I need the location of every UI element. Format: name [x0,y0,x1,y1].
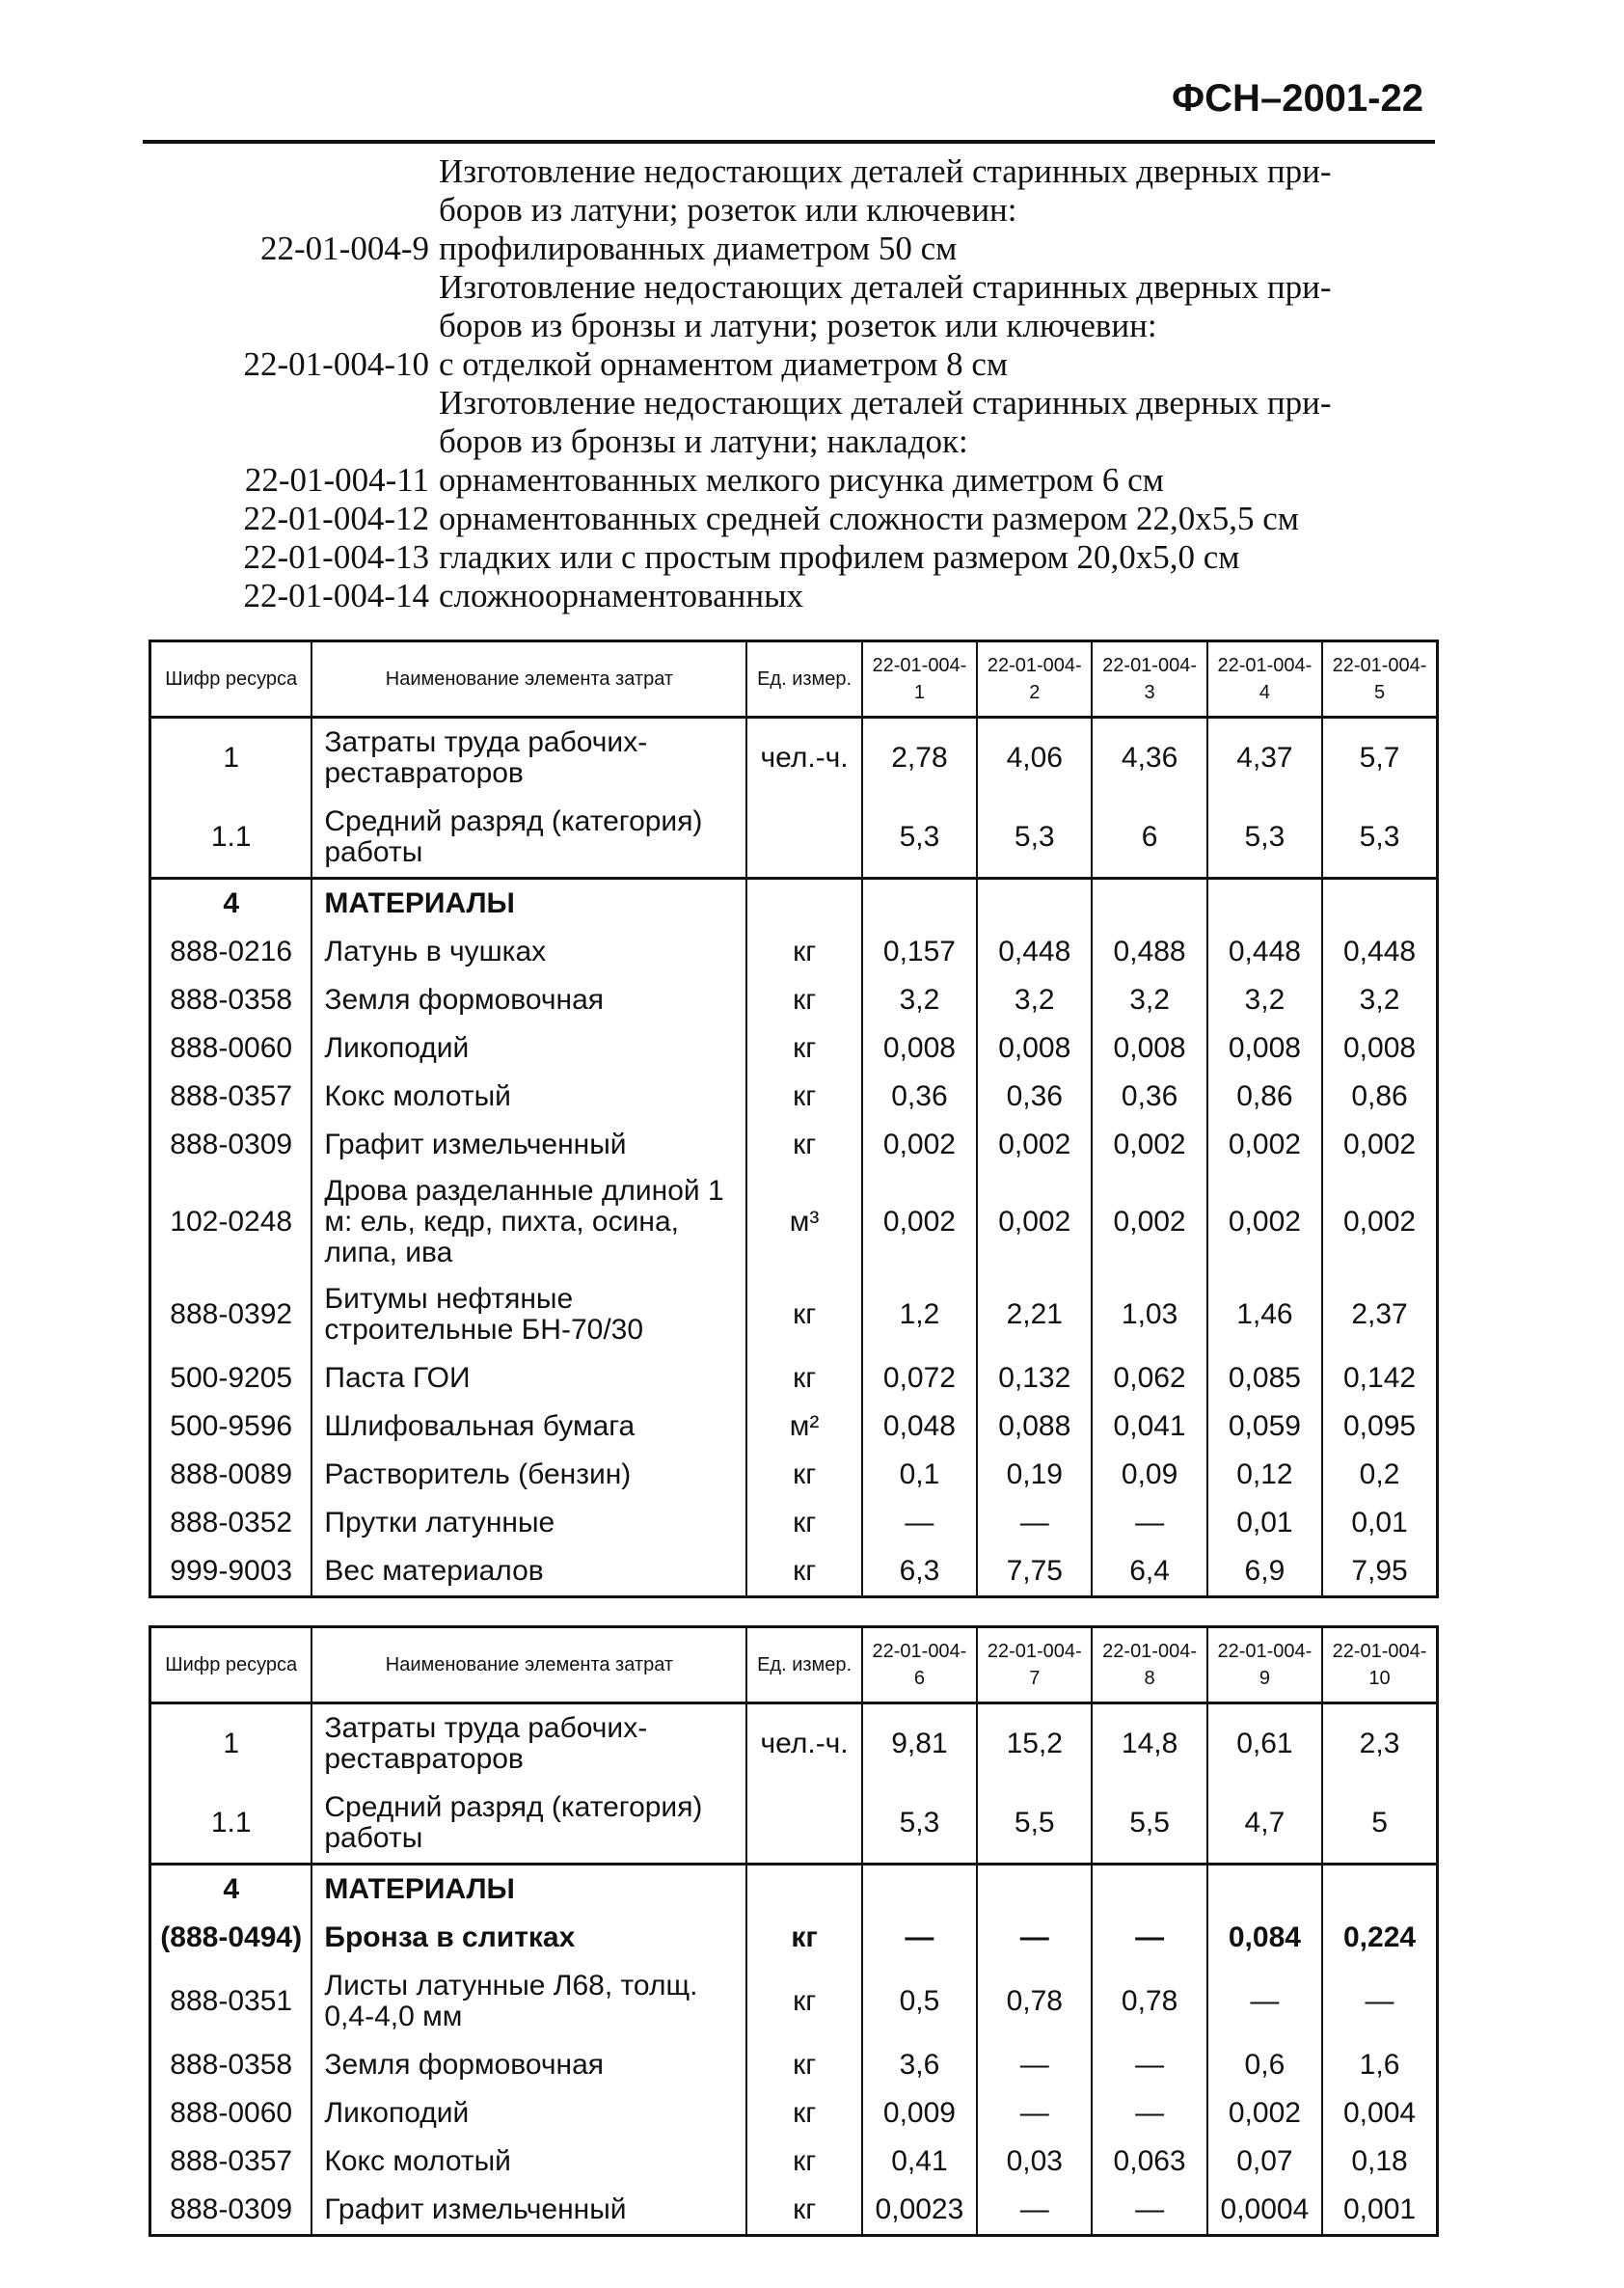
value-cell: — [862,1914,977,1962]
value-cell: — [1092,2041,1206,2089]
value-cell: 6 [1092,798,1206,879]
value-cell: 4,06 [977,718,1092,799]
table-header-row [150,641,1438,718]
element-name-cell: Шлифовальная бумага [311,1403,746,1451]
value-cell: 0,448 [1207,928,1322,976]
table-row [150,1914,1438,1962]
value-cell: 0,002 [1207,1169,1322,1275]
description-line [198,577,1442,615]
value-cell: 0,002 [1207,1121,1322,1169]
unit-cell: чел.-ч. [746,1703,861,1784]
value-cell: 0,002 [1207,2089,1322,2138]
work-title: с отделкой орнаментом диаметром 8 см [439,345,1009,383]
value-cell: 4,37 [1207,718,1322,799]
work-code [198,191,439,230]
table-row [150,1865,1438,1915]
unit-cell: кг [746,976,861,1024]
value-cell: 0,09 [1092,1451,1206,1499]
value-cell: 3,2 [1322,976,1437,1024]
value-cell: 0,18 [1322,2138,1437,2186]
description-line [198,538,1442,577]
header-norm-code: 22-01-004-7 [977,1627,1092,1703]
work-code: 22-01-004-11 [244,461,429,499]
resource-code-cell: 888-0216 [150,928,312,976]
work-code [198,422,439,461]
value-cell: 0,448 [977,928,1092,976]
table-row [150,718,1438,799]
value-cell: 3,2 [1207,976,1322,1024]
unit-cell: м² [746,1403,861,1451]
value-cell: 0,78 [1092,1962,1206,2041]
work-title: боров из бронзы и латуни; накладок: [439,422,968,460]
header-norm-code: 22-01-004-10 [1322,1627,1437,1703]
table-row [150,1403,1438,1451]
value-cell: 0,142 [1322,1354,1437,1403]
value-cell: 0,072 [862,1354,977,1403]
value-cell: 0,01 [1207,1499,1322,1547]
work-code: 22-01-004-12 [243,500,429,537]
value-cell [977,1865,1092,1915]
value-cell: 0,36 [977,1073,1092,1121]
value-cell: 0,224 [1322,1914,1437,1962]
resource-code-cell: 888-0392 [150,1275,312,1354]
value-cell: 0,004 [1322,2089,1437,2138]
element-name-cell: Листы латунные Л68, толщ. 0,4-4,0 мм [311,1962,746,2041]
table-row [150,2186,1438,2236]
unit-cell: кг [746,1451,861,1499]
table-row [150,1169,1438,1275]
header-resource-code: Шифр ресурса [150,1627,312,1703]
element-name-cell: Средний разряд (категория) работы [311,798,746,879]
value-cell: 0,78 [977,1962,1092,2041]
value-cell: 0,0004 [1207,2186,1322,2236]
value-cell: 0,048 [862,1403,977,1451]
table-row [150,1499,1438,1547]
value-cell: 0,488 [1092,928,1206,976]
value-cell: — [977,2041,1092,2089]
description-line [198,152,1442,191]
value-cell: 5,5 [977,1784,1092,1865]
value-cell: 2,37 [1322,1275,1437,1354]
header-element-name: Наименование элемента затрат [311,1627,746,1703]
value-cell: 5,3 [862,1784,977,1865]
description-line [198,461,1442,500]
header-norm-code: 22-01-004-4 [1207,641,1322,718]
value-cell: 0,002 [1092,1169,1206,1275]
element-name-cell: Латунь в чушках [311,928,746,976]
value-cell: 0,002 [977,1121,1092,1169]
resource-code-cell: 1.1 [150,798,312,879]
work-title: Изготовление недостающих деталей старинных дверных при- [439,152,1332,190]
value-cell: 0,002 [862,1121,977,1169]
value-cell: 9,81 [862,1703,977,1784]
description-line [198,500,1442,538]
element-name-cell: Паста ГОИ [311,1354,746,1403]
resource-code-cell: 888-0089 [150,1451,312,1499]
value-cell: 5,3 [1322,798,1437,879]
table-row [150,1354,1438,1403]
work-code: 22-01-004-10 [243,345,429,383]
value-cell: 2,78 [862,718,977,799]
resource-code-cell: 1.1 [150,1784,312,1865]
header-norm-code: 22-01-004-5 [1322,641,1437,718]
value-cell: — [1322,1962,1437,2041]
value-cell: 0,86 [1207,1073,1322,1121]
resource-code-cell: 500-9596 [150,1403,312,1451]
value-cell: 0,86 [1322,1073,1437,1121]
work-title: гладких или с простым профилем размером 20,0х5,0 см [439,538,1240,576]
unit-cell: кг [746,1914,861,1962]
header-norm-code: 22-01-004-2 [977,641,1092,718]
work-title: профилированных диаметром 50 см [439,230,958,267]
value-cell: 0,6 [1207,2041,1322,2089]
unit-cell: кг [746,1073,861,1121]
value-cell: 0,062 [1092,1354,1206,1403]
value-cell: 0,41 [862,2138,977,2186]
resource-code-cell: 888-0309 [150,1121,312,1169]
value-cell: 6,3 [862,1547,977,1597]
description-line [198,230,1442,268]
description-line [198,307,1442,345]
value-cell: 3,2 [862,976,977,1024]
work-code [198,152,439,191]
value-cell [1092,1865,1206,1915]
element-name-cell: Средний разряд (категория) работы [311,1784,746,1865]
resource-code-cell: 1 [150,718,312,799]
unit-cell [746,1865,861,1915]
value-cell [1322,1865,1437,1915]
work-title: боров из латуни; розеток или ключевин: [439,191,1017,229]
value-cell: — [977,2089,1092,2138]
value-cell: 1,2 [862,1275,977,1354]
resource-code-cell: (888-0494) [150,1914,312,1962]
element-name-cell: Бронза в слитках [311,1914,746,1962]
value-cell [977,879,1092,929]
element-name-cell: Ликоподий [311,1024,746,1073]
element-name-cell: МАТЕРИАЛЫ [311,879,746,929]
norms-table-1 [149,640,1439,1598]
value-cell: 5,3 [977,798,1092,879]
description-line [198,268,1442,307]
value-cell: 0,01 [1322,1499,1437,1547]
value-cell: — [1092,1499,1206,1547]
value-cell: 0,041 [1092,1403,1206,1451]
value-cell: — [1092,2089,1206,2138]
element-name-cell: Дрова разделанные длиной 1 м: ель, кедр, пихта, осина, липа, ива [311,1169,746,1275]
header-norm-code: 22-01-004-6 [862,1627,977,1703]
unit-cell: чел.-ч. [746,718,861,799]
resource-code-cell: 888-0352 [150,1499,312,1547]
table-row [150,1275,1438,1354]
unit-cell: кг [746,1499,861,1547]
value-cell [1322,879,1437,929]
unit-cell [746,879,861,929]
value-cell: 0,009 [862,2089,977,2138]
value-cell: 0,008 [1322,1024,1437,1073]
value-cell: 0,088 [977,1403,1092,1451]
table-row [150,976,1438,1024]
value-cell: 0,008 [977,1024,1092,1073]
value-cell: 0,448 [1322,928,1437,976]
work-code: 22-01-004-13 [243,538,429,576]
table-row [150,1451,1438,1499]
header-norm-code: 22-01-004-3 [1092,641,1206,718]
value-cell: — [977,1499,1092,1547]
element-name-cell: Кокс молотый [311,2138,746,2186]
value-cell: — [1092,1914,1206,1962]
resource-code-cell: 888-0358 [150,2041,312,2089]
value-cell: 7,95 [1322,1547,1437,1597]
table-row [150,1024,1438,1073]
unit-cell: кг [746,2089,861,2138]
unit-cell: кг [746,1121,861,1169]
resource-code-cell: 888-0358 [150,976,312,1024]
value-cell: 0,03 [977,2138,1092,2186]
description-line [198,384,1442,422]
resource-code-cell: 500-9205 [150,1354,312,1403]
value-cell: 3,2 [977,976,1092,1024]
work-title: орнаментованных средней сложности размером 22,0х5,5 см [439,500,1299,537]
element-name-cell: Затраты труда рабочих-реставраторов [311,718,746,799]
resource-code-cell: 888-0060 [150,1024,312,1073]
value-cell: 4,7 [1207,1784,1322,1865]
value-cell: 1,46 [1207,1275,1322,1354]
unit-cell: кг [746,1962,861,2041]
value-cell: 7,75 [977,1547,1092,1597]
value-cell: 0,063 [1092,2138,1206,2186]
header-norm-code: 22-01-004-1 [862,641,977,718]
table-row [150,1784,1438,1865]
value-cell: 5,3 [862,798,977,879]
document-code: ФСН–2001-22 [1172,77,1423,120]
value-cell: 0,095 [1322,1403,1437,1451]
value-cell: 5 [1322,1784,1437,1865]
resource-code-cell: 1 [150,1703,312,1784]
work-code: 22-01-004-14 [243,577,429,614]
unit-cell: кг [746,2138,861,2186]
unit-cell: кг [746,2041,861,2089]
element-name-cell: Ликоподий [311,2089,746,2138]
value-cell: 0,059 [1207,1403,1322,1451]
norms-table-2 [149,1625,1439,2237]
value-cell: 3,6 [862,2041,977,2089]
value-cell: 0,008 [1092,1024,1206,1073]
work-code: 22-01-004-9 [260,230,429,267]
value-cell: 0,36 [862,1073,977,1121]
value-cell: 0,36 [1092,1073,1206,1121]
header-norm-code: 22-01-004-8 [1092,1627,1206,1703]
value-cell: 0,2 [1322,1451,1437,1499]
value-cell: 2,3 [1322,1703,1437,1784]
unit-cell [746,1784,861,1865]
resource-code-cell: 4 [150,1865,312,1915]
unit-cell [746,798,861,879]
resource-code-cell: 102-0248 [150,1169,312,1275]
value-cell: 0,5 [862,1962,977,2041]
element-name-cell: Земля формовочная [311,2041,746,2089]
work-code [198,268,439,307]
value-cell: — [977,1914,1092,1962]
unit-cell: кг [746,1024,861,1073]
value-cell: 0,1 [862,1451,977,1499]
element-name-cell: Графит измельченный [311,1121,746,1169]
work-description-list [198,152,1442,615]
work-title: боров из бронзы и латуни; розеток или ключевин: [439,307,1157,344]
value-cell: 0,07 [1207,2138,1322,2186]
value-cell: 3,2 [1092,976,1206,1024]
resource-code-cell: 888-0357 [150,1073,312,1121]
header-unit: Ед. измер. [746,1627,861,1703]
element-name-cell: Графит измельченный [311,2186,746,2236]
resource-code-cell: 888-0357 [150,2138,312,2186]
value-cell: 0,002 [1322,1169,1437,1275]
unit-cell: кг [746,1275,861,1354]
value-cell: 0,085 [1207,1354,1322,1403]
table-row [150,1547,1438,1597]
value-cell: 0,084 [1207,1914,1322,1962]
table-row [150,2041,1438,2089]
value-cell: — [1207,1962,1322,2041]
value-cell: 0,001 [1322,2186,1437,2236]
element-name-cell: Битумы нефтяные строительные БН-70/30 [311,1275,746,1354]
value-cell: 4,36 [1092,718,1206,799]
header-unit: Ед. измер. [746,641,861,718]
resource-code-cell: 999-9003 [150,1547,312,1597]
value-cell: 0,002 [862,1169,977,1275]
element-name-cell: Земля формовочная [311,976,746,1024]
value-cell: — [1092,2186,1206,2236]
value-cell: 14,8 [1092,1703,1206,1784]
unit-cell: кг [746,2186,861,2236]
unit-cell: кг [746,928,861,976]
value-cell: 0,002 [1322,1121,1437,1169]
element-name-cell: Затраты труда рабочих-реставраторов [311,1703,746,1784]
value-cell: 0,002 [1092,1121,1206,1169]
value-cell: 5,7 [1322,718,1437,799]
resource-code-cell: 888-0060 [150,2089,312,2138]
work-code [198,307,439,345]
unit-cell: кг [746,1354,861,1403]
resource-code-cell: 4 [150,879,312,929]
value-cell: 0,61 [1207,1703,1322,1784]
description-line [198,191,1442,230]
work-title: орнаментованных мелкого рисунка диметром 6 см [439,461,1164,499]
unit-cell: кг [746,1547,861,1597]
work-title: Изготовление недостающих деталей старинных дверных при- [439,384,1332,422]
table-header-row [150,1627,1438,1703]
value-cell: 0,0023 [862,2186,977,2236]
resource-code-cell: 888-0351 [150,1962,312,2041]
element-name-cell: Вес материалов [311,1547,746,1597]
value-cell: 6,9 [1207,1547,1322,1597]
value-cell: 1,03 [1092,1275,1206,1354]
value-cell [862,879,977,929]
element-name-cell: Прутки латунные [311,1499,746,1547]
work-title: сложноорнаментованных [439,577,804,614]
value-cell [1092,879,1206,929]
header-resource-code: Шифр ресурса [150,641,312,718]
work-title: Изготовление недостающих деталей старинных дверных при- [439,268,1332,306]
value-cell: 1,6 [1322,2041,1437,2089]
table-row [150,2089,1438,2138]
table-row [150,928,1438,976]
value-cell: 5,3 [1207,798,1322,879]
description-line [198,345,1442,384]
element-name-cell: МАТЕРИАЛЫ [311,1865,746,1915]
value-cell: 0,12 [1207,1451,1322,1499]
value-cell: 0,002 [977,1169,1092,1275]
value-cell: 2,21 [977,1275,1092,1354]
value-cell: 0,19 [977,1451,1092,1499]
value-cell: 15,2 [977,1703,1092,1784]
value-cell [1207,879,1322,929]
value-cell [862,1865,977,1915]
table-row [150,2138,1438,2186]
value-cell: — [977,2186,1092,2236]
resource-code-cell: 888-0309 [150,2186,312,2236]
header-rule [143,140,1435,144]
element-name-cell: Кокс молотый [311,1073,746,1121]
value-cell: 0,008 [862,1024,977,1073]
value-cell: 0,132 [977,1354,1092,1403]
header-norm-code: 22-01-004-9 [1207,1627,1322,1703]
value-cell: 0,008 [1207,1024,1322,1073]
description-line [198,422,1442,461]
table-row [150,1703,1438,1784]
element-name-cell: Растворитель (бензин) [311,1451,746,1499]
value-cell: — [862,1499,977,1547]
value-cell: 6,4 [1092,1547,1206,1597]
table-row [150,798,1438,879]
header-element-name: Наименование элемента затрат [311,641,746,718]
table-row [150,1962,1438,2041]
value-cell [1207,1865,1322,1915]
table-row [150,1073,1438,1121]
work-code [198,384,439,422]
value-cell: 0,157 [862,928,977,976]
table-row [150,1121,1438,1169]
table-row [150,879,1438,929]
unit-cell: м³ [746,1169,861,1275]
value-cell: 5,5 [1092,1784,1206,1865]
